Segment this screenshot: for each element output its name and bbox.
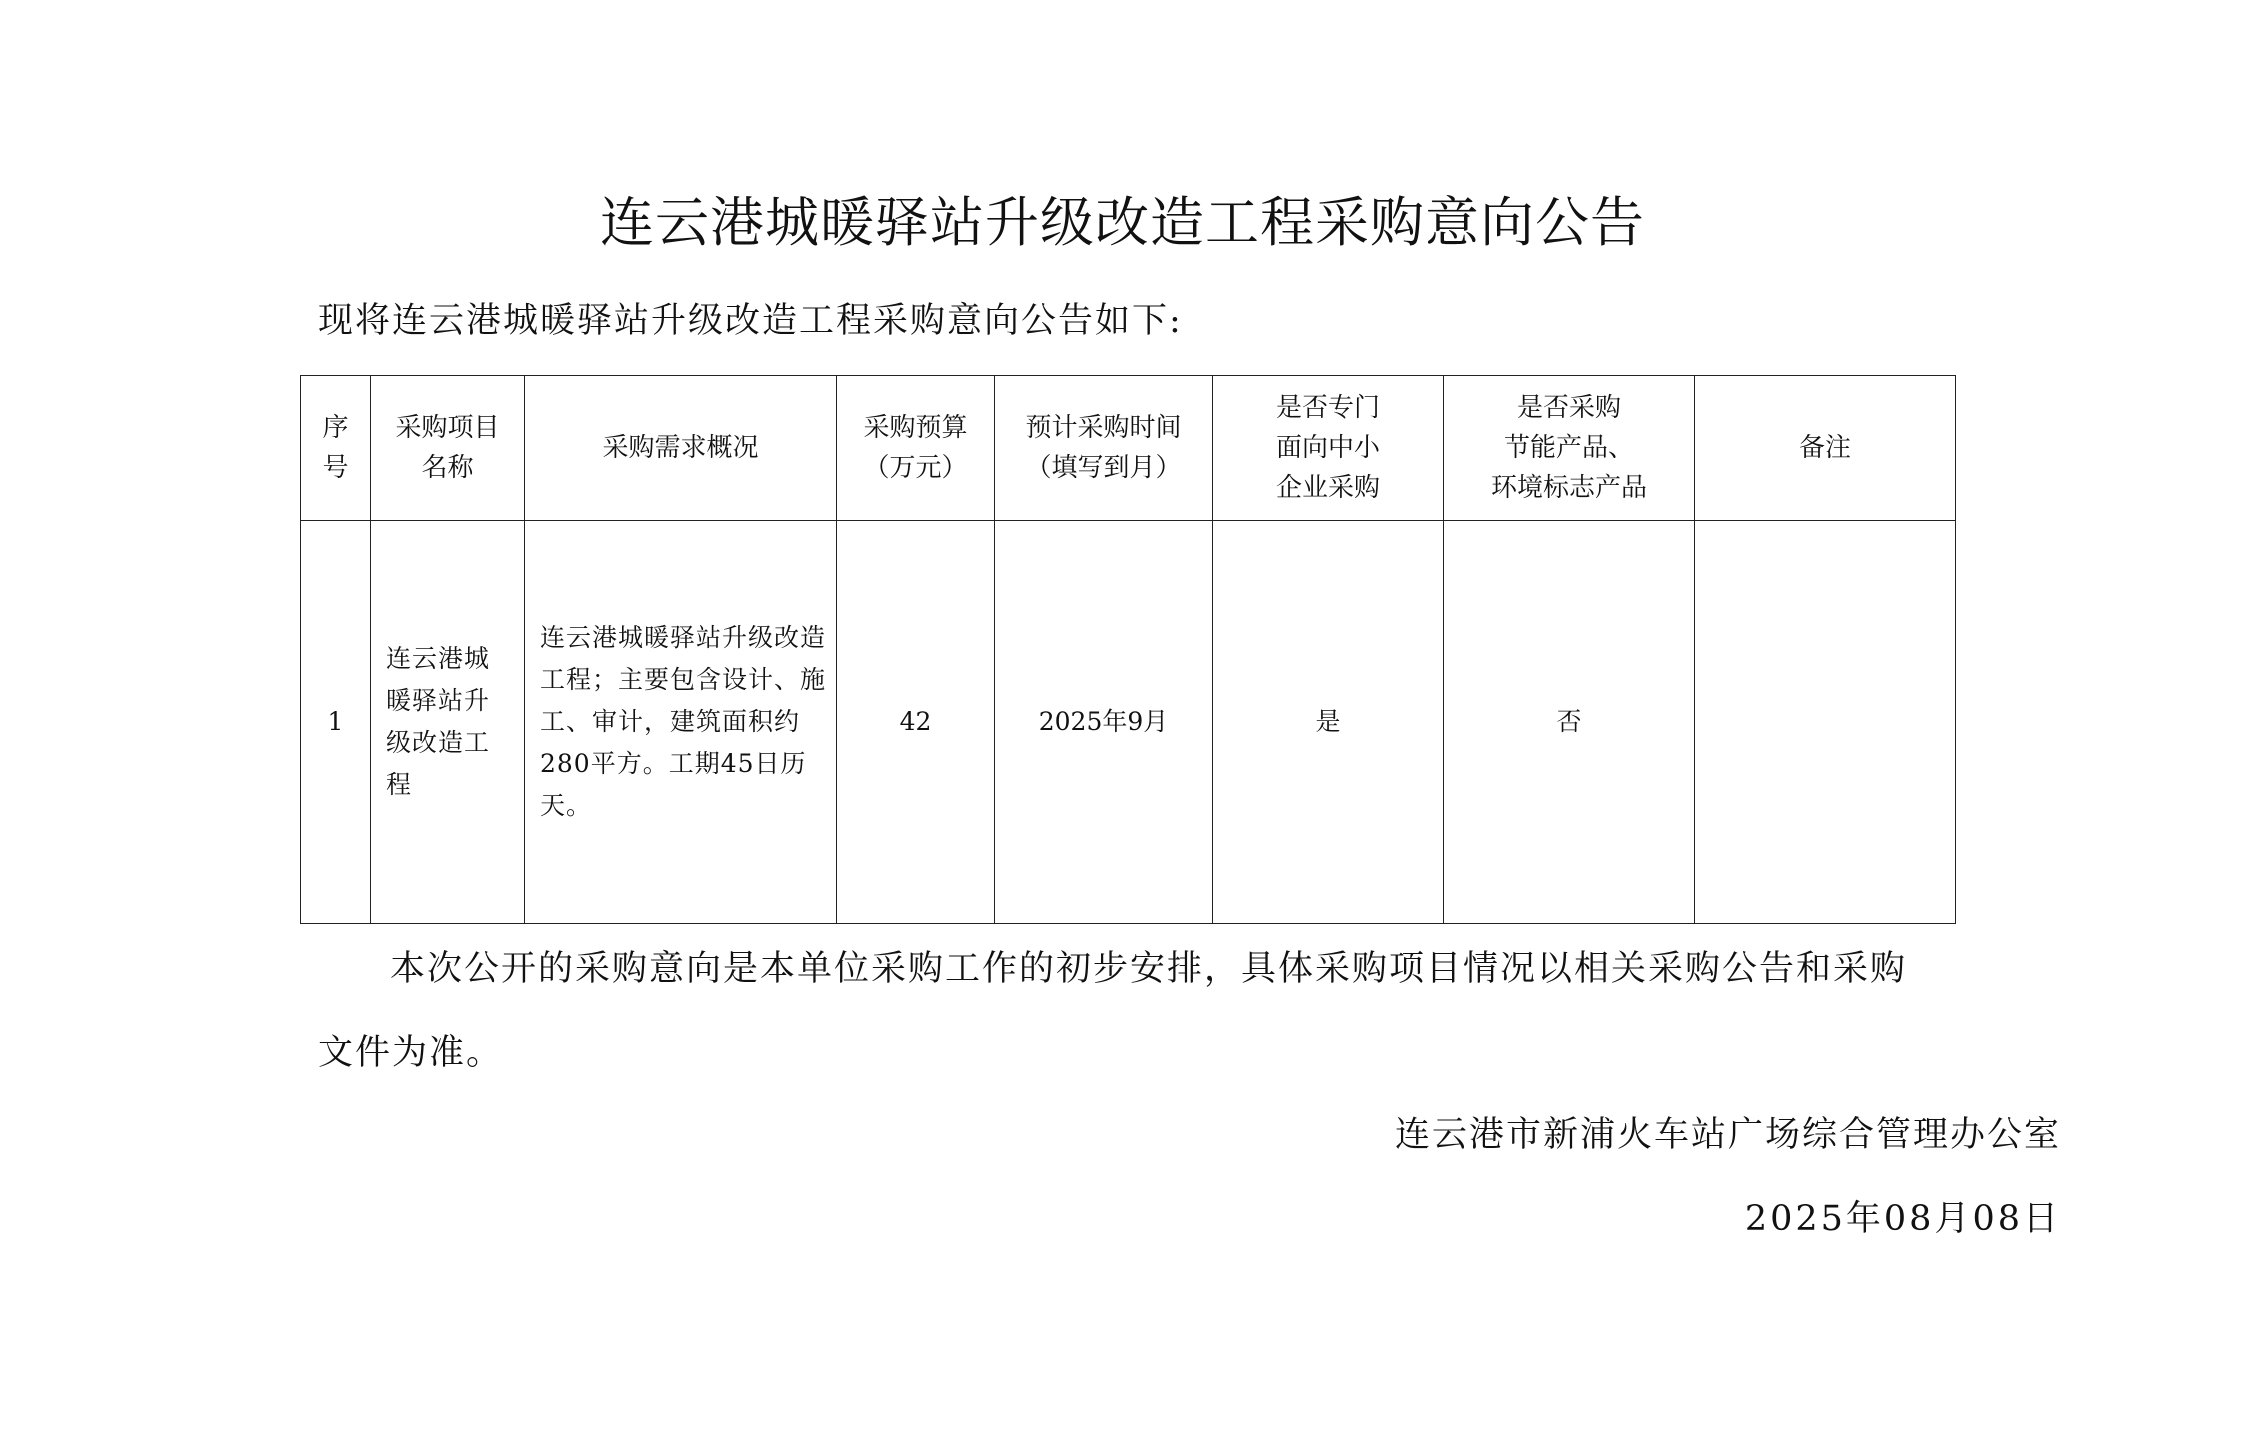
cell-requirement-summary: 连云港城暖驿站升级改造工程；主要包含设计、施工、审计，建筑面积约280平方。工期45日历天。 xyxy=(525,521,837,924)
table-header-row xyxy=(301,376,1956,521)
header-sme-only: 是否专门 面向中小 企业采购 xyxy=(1213,376,1444,521)
cell-project-name: 连云港城暖驿站升级改造工程 xyxy=(371,521,525,924)
header-requirement-summary: 采购需求概况 xyxy=(525,376,837,521)
header-green-products: 是否采购 节能产品、 环境标志产品 xyxy=(1444,376,1695,521)
intro-text: 现将连云港城暖驿站升级改造工程采购意向公告如下: xyxy=(318,301,1183,341)
header-budget: 采购预算 （万元） xyxy=(837,376,995,521)
cell-sme-only: 是 xyxy=(1213,521,1444,924)
header-remark: 备注 xyxy=(1695,376,1956,521)
cell-remark xyxy=(1695,521,1956,924)
disclaimer-paragraph: 本次公开的采购意向是本单位采购工作的初步安排，具体采购项目情况以相关采购公告和采购 xyxy=(390,949,1908,989)
document-title: 连云港城暖驿站升级改造工程采购意向公告 xyxy=(600,191,1645,254)
issue-date: 2025年08月08日 xyxy=(1744,1199,2061,1239)
header-purchase-time: 预计采购时间 （填写到月） xyxy=(995,376,1213,521)
disclaimer-paragraph-continued: 文件为准。 xyxy=(318,1033,504,1073)
cell-purchase-time: 2025年9月 xyxy=(995,521,1213,924)
issuer-name: 连云港市新浦火车站广场综合管理办公室 xyxy=(1394,1115,2061,1155)
procurement-table xyxy=(300,375,1956,924)
cell-index: 1 xyxy=(301,521,371,924)
header-index: 序 号 xyxy=(301,376,371,521)
table-row xyxy=(301,521,1956,924)
header-project-name: 采购项目 名称 xyxy=(371,376,525,521)
cell-green-products: 否 xyxy=(1444,521,1695,924)
cell-budget: 42 xyxy=(837,521,995,924)
